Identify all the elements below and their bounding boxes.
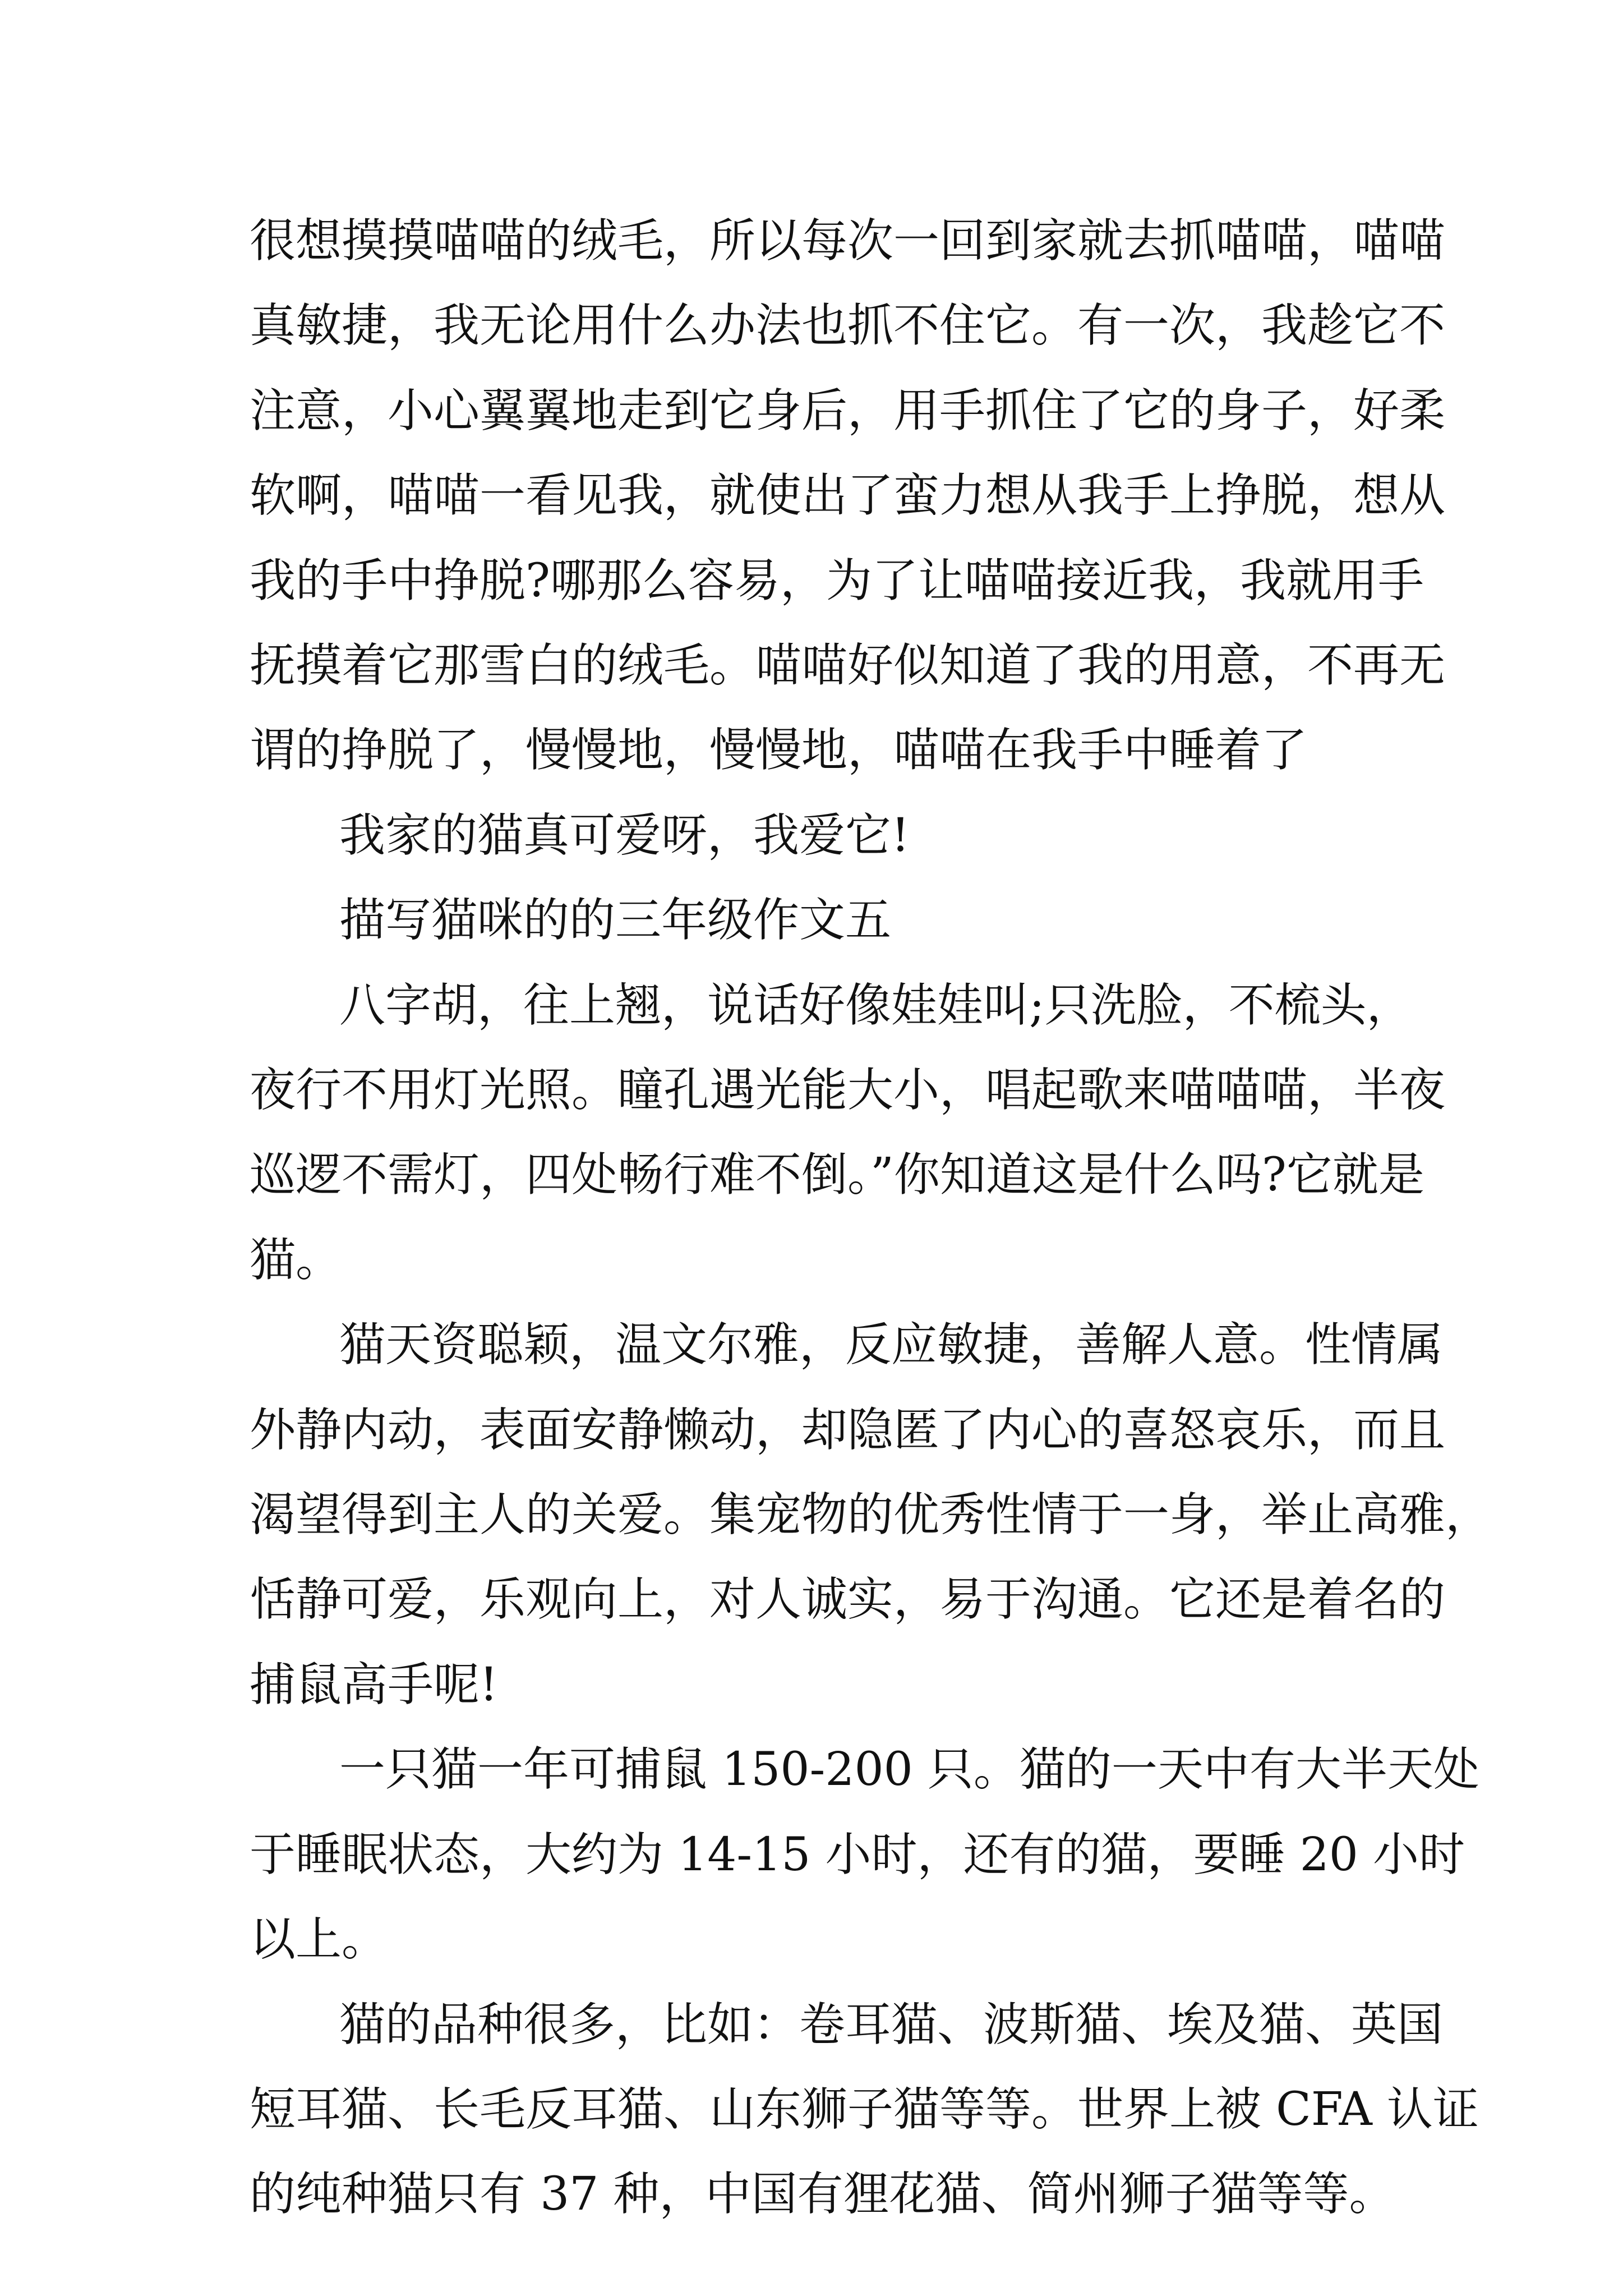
text-line: 恬静可爱，乐观向上，对人诚实，易于沟通。它还是着名的 <box>250 1573 1446 1626</box>
text-line: 捕鼠高手呢! <box>250 1658 498 1711</box>
text-line: 很想摸摸喵喵的绒毛，所以每次一回到家就去抓喵喵，喵喵 <box>250 214 1446 268</box>
text-line: 猫。 <box>250 1234 342 1287</box>
text-line: 短耳猫、长毛反耳猫、山东狮子猫等等。世界上被 CFA 认证 <box>250 2083 1479 2136</box>
text-line: 八字胡，往上翘，说话好像娃娃叫;只洗脸，不梳头， <box>339 979 1413 1032</box>
text-line: 夜行不用灯光照。瞳孔遇光能大小，唱起歌来喵喵喵，半夜 <box>250 1064 1446 1117</box>
text-line: 猫天资聪颖，温文尔雅，反应敏捷，善解人意。性情属 <box>339 1318 1444 1372</box>
text-line: 我家的猫真可爱呀，我爱它! <box>339 809 910 862</box>
section-heading: 描写猫咪的的三年级作文五 <box>339 894 892 947</box>
text-line: 我的手中挣脱?哪那么容易，为了让喵喵接近我，我就用手 <box>250 554 1424 608</box>
text-line: 谓的挣脱了，慢慢地，慢慢地，喵喵在我手中睡着了 <box>250 724 1308 777</box>
text-line: 抚摸着它那雪白的绒毛。喵喵好似知道了我的用意，不再无 <box>250 639 1446 692</box>
text-line: 巡逻不需灯，四处畅行难不倒。”你知道这是什么吗?它就是 <box>250 1148 1424 1202</box>
text-line: 的纯种猫只有 37 种，中国有狸花猫、简州狮子猫等等。 <box>250 2168 1395 2221</box>
text-line: 注意，小心翼翼地走到它身后，用手抓住了它的身子，好柔 <box>250 384 1446 438</box>
text-line: 于睡眠状态，大约为 14-15 小时，还有的猫，要睡 20 小时 <box>250 1828 1465 1881</box>
text-line: 真敏捷，我无论用什么办法也抓不住它。有一次，我趁它不 <box>250 299 1446 352</box>
text-line: 猫的品种很多，比如：卷耳猫、波斯猫、埃及猫、英国 <box>339 1998 1444 2051</box>
text-line: 软啊，喵喵一看见我，就使出了蛮力想从我手上挣脱，想从 <box>250 469 1446 522</box>
text-line: 以上。 <box>250 1913 388 1966</box>
text-line: 外静内动，表面安静懒动，却隐匿了内心的喜怒哀乐，而且 <box>250 1404 1446 1457</box>
text-line: 一只猫一年可捕鼠 150-200 只。猫的一天中有大半天处 <box>339 1743 1479 1796</box>
text-line: 渴望得到主人的关爱。集宠物的优秀性情于一身，举止高雅， <box>250 1488 1492 1542</box>
